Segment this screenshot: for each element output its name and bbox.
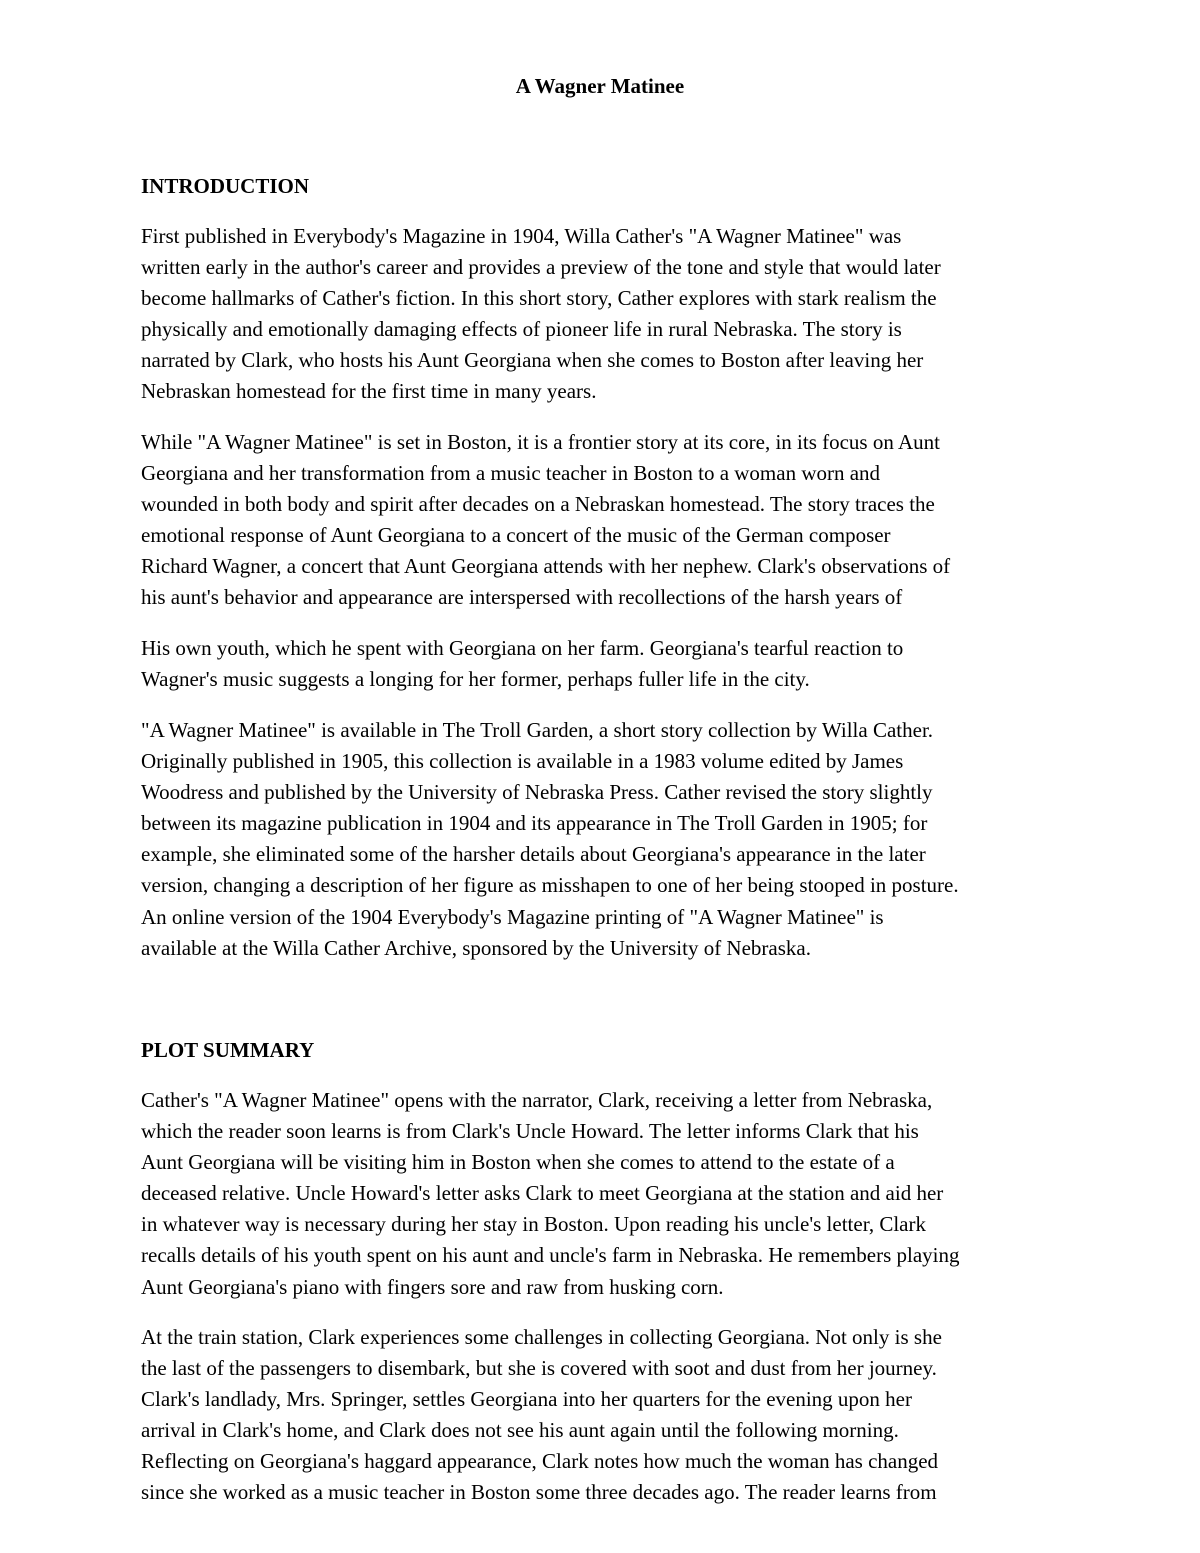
text-line: become hallmarks of Cather's fiction. In this short story, Cather explores with stark realism the [141, 286, 937, 311]
text-line: version, changing a description of her figure as misshapen to one of her being stooped in posture. [141, 873, 959, 898]
intro-paragraph-2 [141, 427, 1066, 614]
text-line: wounded in both body and spirit after decades on a Nebraskan homestead. The story traces the [141, 492, 935, 517]
text-line: "A Wagner Matinee" is available in The Troll Garden, a short story collection by Willa Cather. [141, 718, 934, 742]
text-line: since she worked as a music teacher in Boston some three decades ago. The reader learns from [141, 1480, 937, 1505]
intro-paragraph-3 [141, 633, 1066, 695]
text-line: example, she eliminated some of the harsher details about Georgiana's appearance in the later [141, 842, 926, 867]
text-line: First published in Everybody's Magazine in 1904, Willa Cather's "A Wagner Matinee" was [141, 224, 902, 248]
text-line: Cather's "A Wagner Matinee" opens with the narrator, Clark, receiving a letter from Nebraska, [141, 1088, 933, 1112]
text-line: the last of the passengers to disembark, but she is covered with soot and dust from her journey. [141, 1356, 937, 1381]
text-line: Nebraskan homestead for the first time in many years. [141, 379, 597, 404]
plot-paragraph-1 [141, 1085, 1066, 1303]
text-line: deceased relative. Uncle Howard's letter asks Clark to meet Georgiana at the station and aid her [141, 1181, 944, 1206]
text-line: available at the Willa Cather Archive, sponsored by the University of Nebraska. [141, 935, 811, 960]
text-line: Clark's landlady, Mrs. Springer, settles Georgiana into her quarters for the evening upon her [141, 1387, 912, 1412]
document-title: A Wagner Matinee [515, 74, 685, 98]
text-line: Aunt Georgiana's piano with fingers sore and raw from husking corn. [141, 1274, 724, 1299]
text-line: An online version of the 1904 Everybody's Magazine printing of "A Wagner Matinee" is [141, 904, 884, 929]
text-line: arrival in Clark's home, and Clark does not see his aunt again until the following morning. [141, 1418, 899, 1443]
text-line: in whatever way is necessary during her stay in Boston. Upon reading his uncle's letter, Clark [141, 1212, 926, 1237]
text-line: Originally published in 1905, this collection is available in a 1983 volume edited by James [141, 749, 904, 774]
text-line: Aunt Georgiana will be visiting him in Boston when she comes to attend to the estate of a [141, 1150, 895, 1175]
text-line: Reflecting on Georgiana's haggard appearance, Clark notes how much the woman has changed [141, 1449, 939, 1474]
section-heading-plot-summary: PLOT SUMMARY [141, 1038, 315, 1062]
text-line: His own youth, which he spent with Georgiana on her farm. Georgiana's tearful reaction to [141, 636, 904, 660]
text-line: recalls details of his youth spent on his aunt and uncle's farm in Nebraska. He remembers playing [141, 1243, 960, 1268]
text-line: While "A Wagner Matinee" is set in Boston, it is a frontier story at its core, in its focus on Aunt [141, 430, 940, 454]
text-line: emotional response of Aunt Georgiana to a concert of the music of the German composer [141, 523, 891, 548]
text-line: At the train station, Clark experiences some challenges in collecting Georgiana. Not only is she [141, 1325, 942, 1349]
text-line: which the reader soon learns is from Clark's Uncle Howard. The letter informs Clark that his [141, 1119, 919, 1144]
text-line: Woodress and published by the University of Nebraska Press. Cather revised the story slightly [141, 780, 933, 805]
section-heading-introduction: INTRODUCTION [141, 174, 310, 198]
text-line: his aunt's behavior and appearance are interspersed with recollections of the harsh years of [141, 585, 903, 610]
text-line: written early in the author's career and provides a preview of the tone and style that would later [141, 255, 941, 280]
text-line: Richard Wagner, a concert that Aunt Georgiana attends with her nephew. Clark's observations of [141, 554, 951, 579]
text-line: physically and emotionally damaging effects of pioneer life in rural Nebraska. The story is [141, 317, 902, 342]
plot-paragraph-2 [141, 1322, 1066, 1509]
text-line: narrated by Clark, who hosts his Aunt Georgiana when she comes to Boston after leaving her [141, 348, 924, 373]
intro-paragraph-1 [141, 221, 1066, 408]
text-line: between its magazine publication in 1904 and its appearance in The Troll Garden in 1905; for [141, 811, 928, 836]
intro-paragraph-4 [141, 715, 1066, 964]
text-line: Georgiana and her transformation from a music teacher in Boston to a woman worn and [141, 461, 881, 486]
text-line: Wagner's music suggests a longing for her former, perhaps fuller life in the city. [141, 667, 810, 692]
